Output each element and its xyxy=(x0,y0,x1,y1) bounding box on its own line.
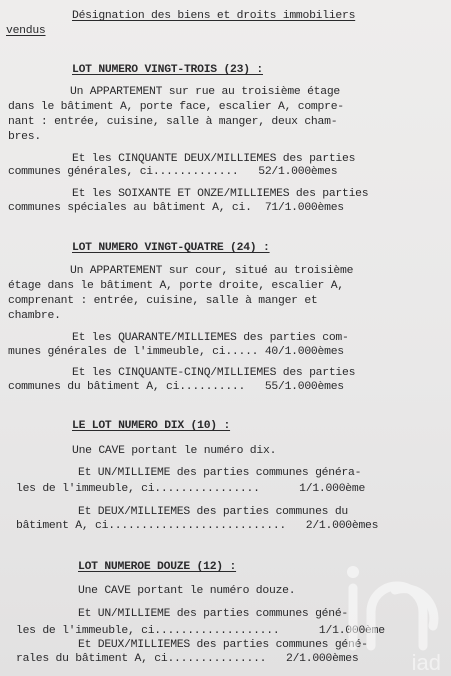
lot-10-general-share: Et UN/MILLIEME des parties communes généra- xyxy=(78,467,362,479)
lot-12-description-line: Une CAVE portant le numéro douze. xyxy=(78,585,296,597)
document-title: Désignation des biens et droits immobiliers xyxy=(72,10,356,22)
iad-logo-wordmark: iad xyxy=(411,650,441,675)
lot-23-description-line: nant : entrée, cuisine, salle à manger, deux cham- xyxy=(8,116,338,128)
lot-10-description-line: Une CAVE portant le numéro dix. xyxy=(72,445,277,457)
lot-23-description-line: dans le bâtiment A, porte face, escalier A, compre- xyxy=(8,101,344,113)
lot-24-description-line: Un APPARTEMENT sur cour, situé au troisième xyxy=(70,265,354,277)
lot-24-heading: LOT NUMERO VINGT-QUATRE (24) : xyxy=(72,242,270,254)
lot-23-general-share: Et les CINQUANTE DEUX/MILLIEMES des parties xyxy=(72,153,356,165)
lot-10-building-share-amount: bâtiment A, ci........................... 2/1.000èmes xyxy=(16,520,379,532)
lot-23-special-share: Et les SOIXANTE ET ONZE/MILLIEMES des parties xyxy=(72,188,369,200)
lot-24-building-share: Et les CINQUANTE-CINQ/MILLIEMES des parties xyxy=(72,367,356,379)
lot-12-general-share-amount: les de l'immeuble, ci................... 1/1.000ème xyxy=(16,625,385,637)
lot-12-building-share: Et DEUX/MILLIEMES des parties communes géné- xyxy=(78,639,368,651)
lot-23-description-line: Un APPARTEMENT sur rue au troisième étage xyxy=(70,86,341,98)
document-title-continued: vendus xyxy=(6,25,46,37)
lot-12-building-share-amount: rales du bâtiment A, ci............... 2/1.000èmes xyxy=(16,653,359,665)
lot-23-description-line: bres. xyxy=(8,131,41,143)
lot-10-building-share: Et DEUX/MILLIEMES des parties communes du xyxy=(78,506,349,518)
lot-24-description-line: comprenant : entrée, cuisine, salle à manger et xyxy=(8,295,318,307)
lot-24-general-share: Et les QUARANTE/MILLIEMES des parties com- xyxy=(72,332,349,344)
lot-24-description-line: chambre. xyxy=(8,310,61,322)
lot-24-description-line: étage dans le bâtiment A, porte droite, escalier A, xyxy=(8,280,344,292)
lot-10-heading: LE LOT NUMERO DIX (10) : xyxy=(72,420,231,432)
lot-24-general-share-amount: munes générales de l'immeuble, ci..... 40/1.000èmes xyxy=(8,346,344,358)
lot-23-heading: LOT NUMERO VINGT-TROIS (23) : xyxy=(72,64,263,76)
lot-24-building-share-amount: communes du bâtiment A, ci.......... 55/1.000èmes xyxy=(8,381,344,393)
lot-12-general-share: Et UN/MILLIEME des parties communes géné- xyxy=(78,608,349,620)
lot-23-general-share-amount: communes générales, ci............. 52/1.000èmes xyxy=(8,166,338,178)
lot-10-general-share-amount: les de l'immeuble, ci................ 1/1.000ème xyxy=(16,483,366,495)
lot-12-heading: LOT NUMEROE DOUZE (12) : xyxy=(78,561,237,573)
lot-23-special-share-amount: communes spéciales au bâtiment A, ci. 71/1.000èmes xyxy=(8,202,344,214)
